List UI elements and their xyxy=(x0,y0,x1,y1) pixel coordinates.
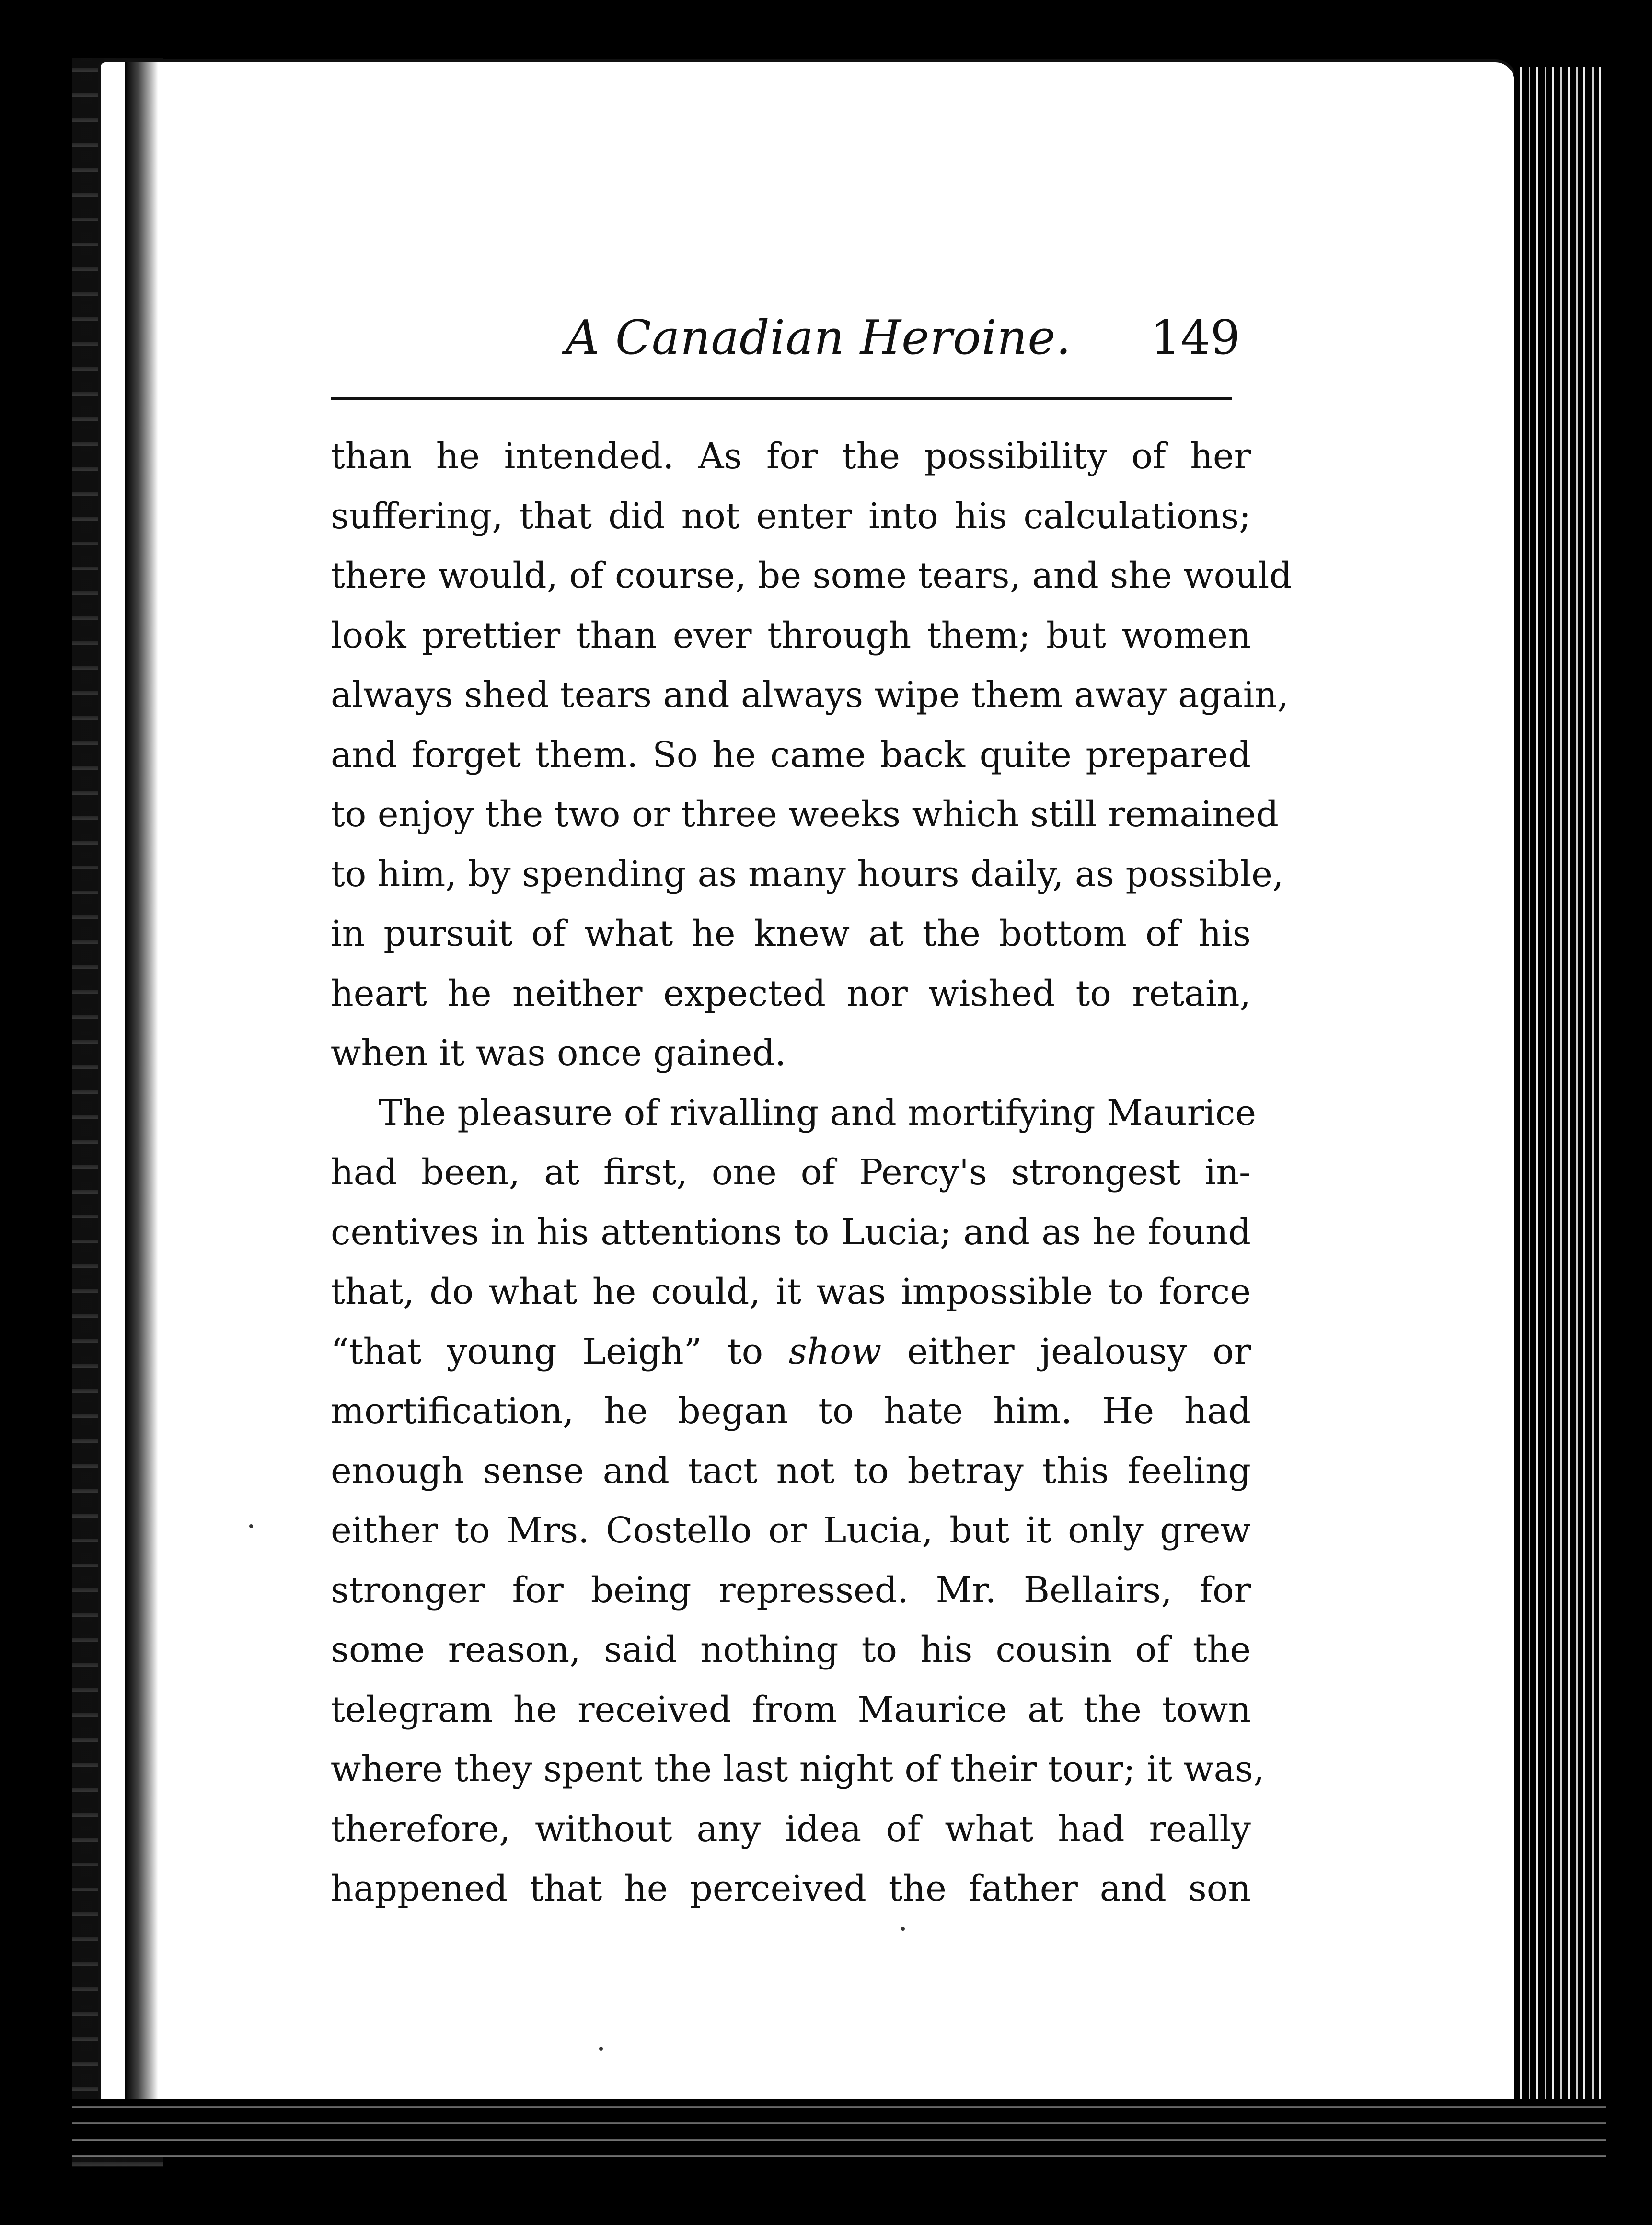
text-line: stronger for being repressed. Mr. Bellairs, for xyxy=(331,1569,1251,1611)
text-line: to enjoy the two or three weeks which still remained xyxy=(331,794,1279,835)
text-line: where they spent the last night of their tour; it was, xyxy=(331,1749,1265,1790)
text-line: heart he neither expected nor wished to retain, xyxy=(331,973,1251,1014)
text-line: happened that he perceived the father and son xyxy=(331,1868,1251,1909)
text-line: that, do what he could, it was impossible to force xyxy=(331,1271,1251,1312)
text-line: centives in his attentions to Lucia; and as he found xyxy=(331,1211,1251,1253)
text-line: therefore, without any idea of what had really xyxy=(331,1808,1251,1850)
text-line: and forget them. So he came back quite prepared xyxy=(331,734,1251,776)
italic-word: show xyxy=(788,1331,882,1372)
text-line: to him, by spending as many hours daily, as possible, xyxy=(331,853,1284,895)
running-header xyxy=(331,302,1251,379)
text-line: than he intended. As for the possibility of her xyxy=(331,436,1251,477)
page-edges xyxy=(1514,67,1606,2143)
text-line: either to Mrs. Costello or Lucia, but it only grew xyxy=(331,1510,1251,1551)
print-speck xyxy=(599,2047,603,2051)
gutter-shadow xyxy=(125,62,158,2119)
text-line: some reason, said nothing to his cousin of the xyxy=(331,1629,1251,1670)
header-rule xyxy=(331,397,1232,400)
running-title: A Canadian Heroine. xyxy=(566,311,1072,365)
text-line: mortification, he began to hate him. He had xyxy=(331,1391,1251,1432)
text-segment: “that young Leigh” to xyxy=(331,1331,763,1372)
text-line: The pleasure of rivalling and mortifying Maurice xyxy=(379,1092,1256,1134)
body-text xyxy=(331,427,1292,1919)
print-speck xyxy=(249,1524,253,1528)
page-number: 149 xyxy=(1150,311,1240,365)
text-line: in pursuit of what he knew at the bottom of his xyxy=(331,913,1251,954)
text-line xyxy=(331,1322,1251,1382)
text-line: when it was once gained. xyxy=(331,1032,786,1074)
bottom-page-edges xyxy=(72,2099,1606,2157)
text-line: always shed tears and always wipe them away again, xyxy=(331,674,1289,716)
text-line: there would, of course, be some tears, and she would xyxy=(331,555,1292,596)
text-line: enough sense and tact not to betray this feeling xyxy=(331,1450,1251,1492)
text-segment: either jealousy or xyxy=(907,1331,1251,1372)
print-speck xyxy=(901,1927,905,1931)
text-line: suffering, that did not enter into his calculations; xyxy=(331,495,1251,537)
text-line: look prettier than ever through them; but women xyxy=(331,614,1251,656)
text-line: telegram he received from Maurice at the town xyxy=(331,1689,1251,1730)
text-line: had been, at first, one of Percy's strongest in- xyxy=(331,1152,1251,1193)
